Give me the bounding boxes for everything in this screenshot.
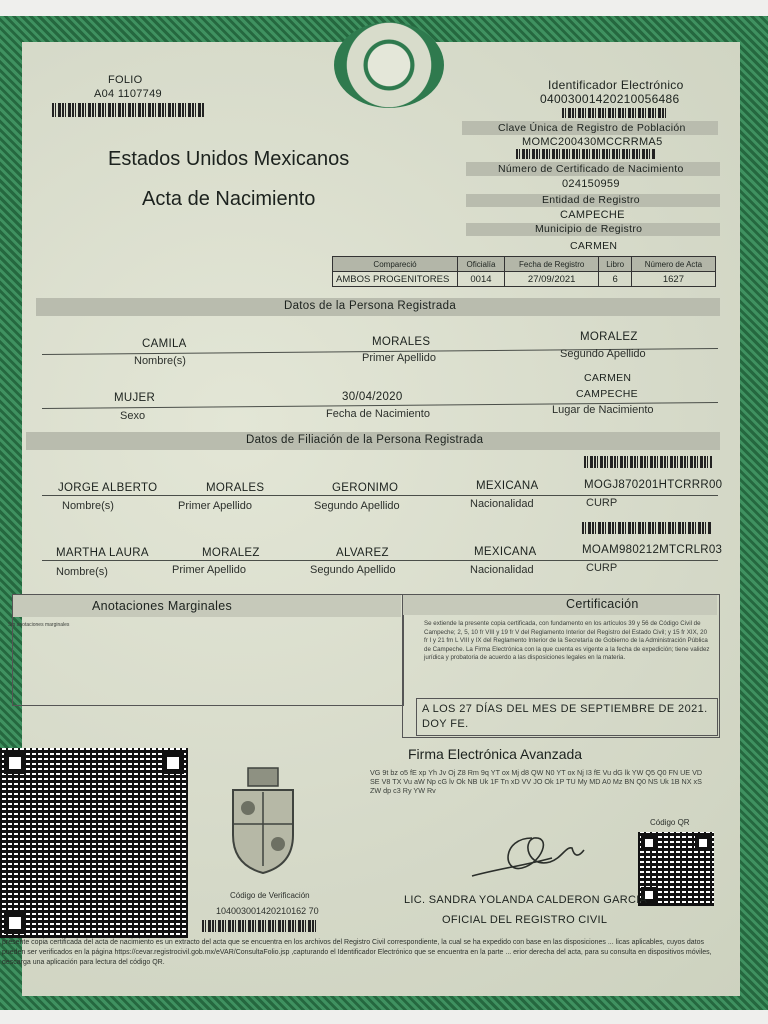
- certificacion-body: Se extiende la presente copia certificada, con fundamento en los artículos 39 y 56 de Código Civil de Campeche; 2, 5, 10 fr VIII y 19 fr V del Reglamento Interior del Registro del Estado Civil; y 15 fr XIX, 20 fr I y 21 fm L VIII y IX del Reglamento Interior de la Secretaría de Gobierno de la Administración Pública de Campeche. La Firma Electrónica con la que cuenta es vigente a la fecha de expedición; tiene validez jurídica y probatoria de acuerdo a las disposiciones legales en la materia.: [424, 620, 710, 661]
- table-header: Libro: [599, 257, 631, 272]
- persona-fecha-label: Fecha de Nacimiento: [326, 408, 430, 420]
- persona-fecha-nacimiento: 30/04/2020: [342, 391, 403, 403]
- entidad-label: Entidad de Registro: [542, 194, 640, 206]
- persona-primer-apellido: MORALES: [372, 336, 431, 348]
- codigo-verificacion-value: 104003001420210162 70: [216, 906, 319, 916]
- madre-curp-label: CURP: [586, 562, 618, 574]
- signer-title: OFICIAL DEL REGISTRO CIVIL: [442, 914, 608, 926]
- persona-lugar-label: Lugar de Nacimiento: [552, 404, 654, 416]
- certificacion-fecha: A LOS 27 DÍAS DEL MES DE SEPTIEMBRE DE 2021. DOY FE.: [422, 703, 708, 730]
- id-electronico-barcode: [562, 108, 666, 118]
- persona-segundo-label: Segundo Apellido: [560, 348, 646, 360]
- padre-curp-barcode: [584, 456, 712, 468]
- madre-segundo-label: Segundo Apellido: [310, 564, 396, 576]
- section-filiacion-title: Datos de Filiación de la Persona Registrada: [246, 434, 484, 446]
- persona-segundo-apellido: MORALEZ: [580, 331, 638, 343]
- table-cell: 6: [599, 272, 631, 287]
- padre-curp: MOGJ870201HTCRRR00: [584, 479, 723, 491]
- table-header: Número de Acta: [631, 257, 715, 272]
- persona-sexo-label: Sexo: [120, 410, 146, 422]
- firma-title: Firma Electrónica Avanzada: [408, 746, 583, 762]
- national-seal: [334, 22, 444, 108]
- table-cell: 1627: [631, 272, 715, 287]
- table-cell: 27/09/2021: [504, 272, 599, 287]
- folio-label: FOLIO: [108, 74, 143, 86]
- padre-nacionalidad: MEXICANA: [476, 480, 539, 492]
- madre-primer-apellido: MORALEZ: [202, 547, 260, 559]
- table-header: Compareció: [333, 257, 458, 272]
- madre-nombre-label: Nombre(s): [56, 566, 108, 578]
- persona-nombre: CAMILA: [142, 338, 187, 350]
- certificacion-title: Certificación: [566, 597, 639, 611]
- madre-curp-barcode: [582, 522, 712, 534]
- madre-nombre: MARTHA LAURA: [56, 547, 149, 559]
- persona-lugar-municipio: CARMEN: [584, 372, 632, 384]
- madre-nacionalidad: MEXICANA: [474, 546, 537, 558]
- madre-primer-label: Primer Apellido: [172, 564, 246, 576]
- id-electronico-label: Identificador Electrónico: [548, 78, 684, 92]
- table-header: Oficialía: [458, 257, 505, 272]
- signer-name: LIC. SANDRA YOLANDA CALDERON GARCIA: [404, 894, 648, 906]
- padre-primer-apellido: MORALES: [206, 482, 265, 494]
- codigo-verificacion-label: Código de Verificación: [230, 891, 310, 900]
- registration-table: [332, 256, 716, 287]
- cert-num-label: Número de Certificado de Nacimiento: [498, 163, 684, 175]
- municipio-value: CARMEN: [570, 240, 618, 252]
- padre-segundo-label: Segundo Apellido: [314, 500, 400, 512]
- persona-sexo: MUJER: [114, 392, 156, 404]
- cert-num-value: 024150959: [562, 178, 620, 190]
- document-title: Acta de Nacimiento: [142, 188, 316, 210]
- electronic-signature-qr: [638, 832, 714, 906]
- persona-lugar-estado: CAMPECHE: [576, 388, 638, 400]
- signature: [462, 818, 602, 888]
- anotaciones-body: Sin anotaciones marginales: [8, 622, 70, 628]
- folio-barcode: [52, 103, 204, 117]
- padre-curp-label: CURP: [586, 497, 618, 509]
- table-cell: AMBOS PROGENITORES: [333, 272, 458, 287]
- table-header: Fecha de Registro: [504, 257, 599, 272]
- padre-nac-label: Nacionalidad: [470, 498, 534, 510]
- curp-label: Clave Única de Registro de Población: [498, 122, 686, 134]
- campeche-coat-of-arms: [218, 762, 308, 880]
- firma-hash: VG 9t bz o5 fE xp Yh Jv Oj Z8 Rm 9q YT ox Mj d8 QW N0 YT ox Nj I3 fE Vu dG lk YW Q5 Q0 FN UE VD SE V8 TX Vu aW Np cG lv Ok NB Uk 1F Tn xD VV JO Ok 1P TU My MD A0 Mz BN Q0 NS Uk 1B NX xS ZW dp c3 Ry YW Rv: [370, 768, 703, 795]
- id-electronico-value: 04003001420210056486: [540, 92, 680, 106]
- padre-nombre: JORGE ALBERTO: [58, 482, 158, 494]
- persona-primer-label: Primer Apellido: [362, 352, 436, 364]
- madre-segundo-apellido: ALVAREZ: [336, 547, 389, 559]
- entidad-value: CAMPECHE: [560, 209, 625, 221]
- document-body: [2, 42, 740, 996]
- document-page: [0, 16, 768, 1010]
- anotaciones-title: Anotaciones Marginales: [92, 599, 233, 613]
- padre-primer-label: Primer Apellido: [178, 500, 252, 512]
- folio-value: A04 1107749: [94, 88, 162, 100]
- curp-value: MOMC200430MCCRRMA5: [522, 136, 663, 148]
- codigo-verificacion-barcode: [202, 920, 318, 932]
- padre-nombre-label: Nombre(s): [62, 500, 114, 512]
- legal-footer: presente copia certificada del acta de nacimiento es un extracto del acta que se encuentra en los archivos del Registro Civil correspondiente, la cual se ha expedido con base en las disposiciones ... licas aplicables, cuyos datos pueden ser verificados en la página https://cevar.registrocivil.gob.mx/eVAR/ConsultaFolio.jsp ,capturando el Identificador Electrónico que se encuentra en la parte ... erior derecha del acta, para su consulta en dispositivos móviles, descarga una aplicación para lectura del código QR.: [2, 939, 712, 966]
- persona-nombre-label: Nombre(s): [134, 355, 186, 367]
- padre-segundo-apellido: GERONIMO: [332, 482, 399, 494]
- section-persona-title: Datos de la Persona Registrada: [284, 300, 457, 312]
- codigo-qr-label: Código QR: [650, 818, 690, 827]
- document-country-title: Estados Unidos Mexicanos: [108, 148, 350, 170]
- table-cell: 0014: [458, 272, 505, 287]
- municipio-label: Municipio de Registro: [535, 223, 643, 235]
- verification-qr: [0, 748, 188, 938]
- madre-curp: MOAM980212MTCRLR03: [582, 544, 723, 556]
- madre-nac-label: Nacionalidad: [470, 564, 534, 576]
- curp-barcode: [516, 149, 656, 159]
